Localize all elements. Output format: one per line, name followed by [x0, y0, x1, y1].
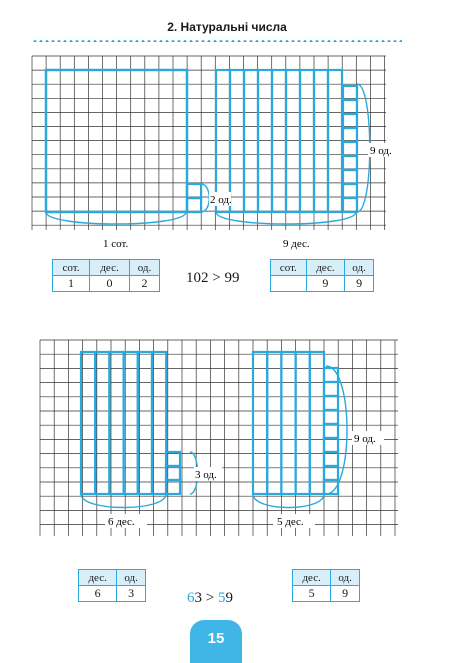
unit-square: [324, 396, 338, 410]
label-9-units: 9 од.: [370, 145, 392, 157]
table-cell: 9: [331, 586, 360, 602]
ten-strip: [95, 352, 109, 494]
label-9-tens: 9 дес.: [283, 238, 310, 250]
ten-strip: [138, 352, 152, 494]
ten-strip: [267, 352, 281, 494]
place-value-table-63: [78, 569, 146, 602]
ten-strip: [81, 352, 95, 494]
comparison-middle: 3 >: [194, 590, 218, 606]
tens-digit-63: 6: [187, 590, 195, 606]
ten-strip: [281, 352, 295, 494]
comparison-63-59: [187, 590, 233, 607]
label-9-units: 9 од.: [354, 433, 376, 445]
units-of-59: [324, 368, 338, 494]
ten-strip: [109, 352, 123, 494]
ten-strip: [310, 352, 324, 494]
table-header: сот.: [271, 260, 307, 276]
comparison-102-99: 102 > 99: [186, 270, 240, 286]
tens-of-59: [253, 352, 324, 494]
table-header: од.: [331, 570, 360, 586]
braces: [81, 366, 347, 508]
table-cell: 0: [90, 276, 130, 292]
unit-square: [324, 438, 338, 452]
table-cell: 9: [306, 276, 344, 292]
table-header: од.: [345, 260, 374, 276]
page-number-badge: 15: [190, 620, 242, 663]
table-cell: 5: [293, 586, 331, 602]
units-digit-59: 9: [225, 590, 233, 606]
unit-square: [324, 382, 338, 396]
tens-digit-59: 5: [217, 590, 226, 606]
label-2-units: 2 од.: [210, 194, 232, 206]
table-header: дес.: [306, 260, 344, 276]
label-3-units: 3 од.: [195, 469, 217, 481]
grid-lines: [40, 340, 398, 536]
unit-square: [324, 368, 338, 382]
table-header: дес.: [293, 570, 331, 586]
label-1-hundred: 1 сот.: [103, 238, 129, 250]
label-5-tens: 5 дес.: [277, 516, 304, 528]
ten-strip: [152, 352, 166, 494]
ten-strip: [296, 352, 310, 494]
table-header: дес.: [79, 570, 117, 586]
table-cell: 2: [130, 276, 160, 292]
unit-square: [324, 410, 338, 424]
table-cell: 3: [117, 586, 146, 602]
ten-strip: [124, 352, 138, 494]
table-header: од.: [117, 570, 146, 586]
unit-square: [324, 452, 338, 466]
table-header: сот.: [53, 260, 90, 276]
ten-strip: [253, 352, 267, 494]
unit-square: [324, 424, 338, 438]
table-header: дес.: [90, 260, 130, 276]
table-cell: 1: [53, 276, 90, 292]
table-cell: 9: [345, 276, 374, 292]
label-6-tens: 6 дес.: [108, 516, 135, 528]
place-value-table-59: [292, 569, 360, 602]
table-cell: 6: [79, 586, 117, 602]
table-header: од.: [130, 260, 160, 276]
chapter-title: 2. Натуральні числа: [167, 20, 287, 34]
